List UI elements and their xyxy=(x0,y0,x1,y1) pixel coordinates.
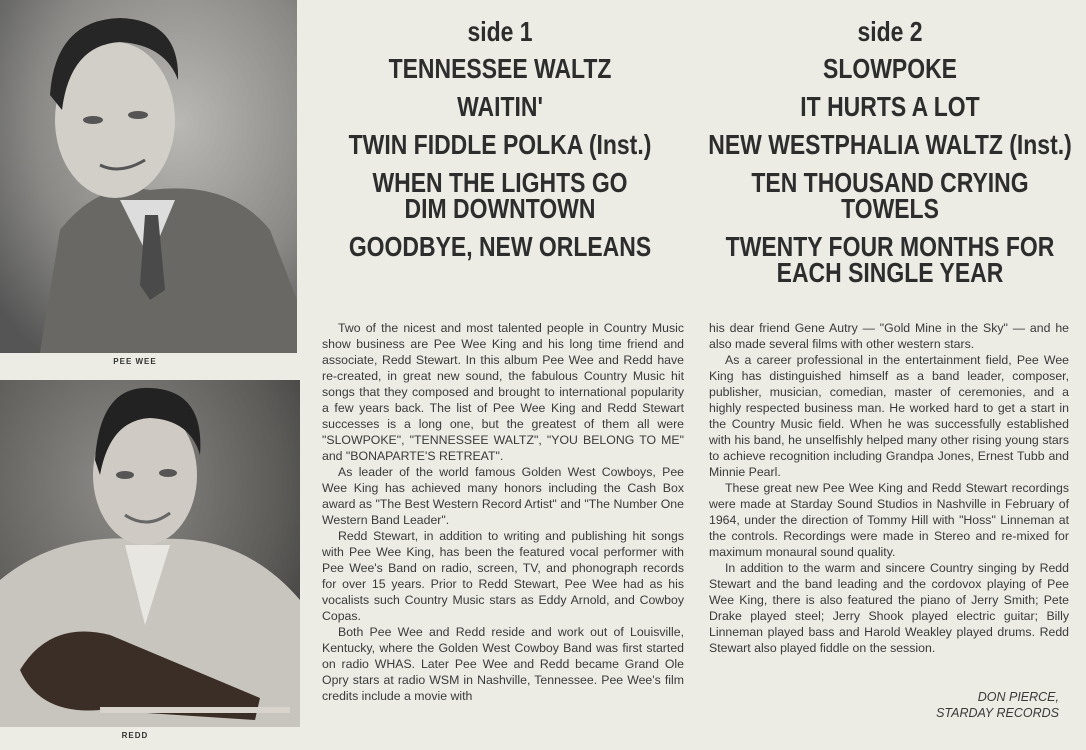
liner-notes-right-column xyxy=(709,320,1069,656)
liner-notes-paragraph: Two of the nicest and most talented people in Country Music show business are Pee Wee King and his long time friend and associate, Redd Stewart. In this album Pee Wee and Redd have re-created, in great new sound, the fabulous Country Music hit songs that they composed and brought to international popularity a few years back. The list of Pee Wee King and Redd Stewart successes is a long one, but the greatest of them all were "SLOWPOKE", "TENNESSEE WALTZ", "YOU BELONG TO ME" and "BONAPARTE'S RETREAT". xyxy=(322,321,684,463)
track-title: TWENTY FOUR MONTHS FOR EACH SINGLE YEAR xyxy=(725,231,1055,288)
track-title: TEN THOUSAND CRYING TOWELS xyxy=(751,167,1029,224)
side-1-heading: side 1 xyxy=(467,16,533,47)
redd-photo xyxy=(0,380,300,727)
liner-notes-paragraph: Both Pee Wee and Redd reside and work out of Louisville, Kentucky, where the Golden West Cowboy Band was first started on radio WHAS. Later Pee Wee and Redd became Grand Ole Opry stars at radio WSM in Nashville, Tennessee. Pee Wee's film credits include a movie with xyxy=(322,625,684,703)
track-title: IT HURTS A LOT xyxy=(800,91,980,122)
liner-notes-paragraph: Redd Stewart, in addition to writing and publishing hit songs with Pee Wee King, has been the featured vocal performer with Pee Wee's Band on radio, screen, TV, and phonograph records for over 15 years. Prior to Redd Stewart, Pee Wee had as his vocalists such Country Music stars as Eddy Arnold, and Cowboy Copas. xyxy=(322,529,684,623)
track-title: GOODBYE, NEW ORLEANS xyxy=(348,231,652,262)
track-title: WAITIN' xyxy=(457,91,543,122)
track-title: SLOWPOKE xyxy=(823,53,957,84)
pee-wee-caption: PEE WEE xyxy=(113,357,157,366)
liner-notes-paragraph: These great new Pee Wee King and Redd Stewart recordings were made at Starday Sound Studios in Nashville in February of 1964, under the direction of Tommy Hill with "Hoss" Linneman at the controls. Recordings were made in Stereo and re-mixed for maximum monaural sound quality. xyxy=(709,481,1069,559)
liner-notes-paragraph: his dear friend Gene Autry — "Gold Mine in the Sky" — and he also made several films with other western stars. xyxy=(709,321,1069,351)
liner-notes-paragraph: In addition to the warm and sincere Country singing by Redd Stewart and the band leading and the cordovox playing of Pee Wee King, there is also featured the piano of Jerry Smith; Pete Drake played steel; Jerry Shook played electric guitar; Billy Linneman played bass and Harold Weakley played drums. Redd Stewart also played fiddle on the session. xyxy=(709,561,1069,655)
track-title: TWIN FIDDLE POLKA (Inst.) xyxy=(348,129,652,160)
liner-notes-left-column xyxy=(322,320,684,704)
liner-notes-paragraph: As leader of the world famous Golden West Cowboys, Pee Wee King has achieved many honors including the Cash Box award as "The Best Western Record Artist" and "The Number One Western Band Leader". xyxy=(322,465,684,527)
track-title: TENNESSEE WALTZ xyxy=(388,53,612,84)
signature-label: STARDAY RECORDS xyxy=(936,706,1059,720)
side-1-tracklist xyxy=(320,18,681,272)
redd-caption: REDD xyxy=(121,731,149,740)
portrait-illustration xyxy=(0,0,297,353)
track-title: WHEN THE LIGHTS GO DIM DOWNTOWN xyxy=(372,167,628,224)
track-title: NEW WESTPHALIA WALTZ (Inst.) xyxy=(708,129,1072,160)
side-2-tracklist xyxy=(701,18,1078,298)
pee-wee-photo xyxy=(0,0,297,353)
signature-name: DON PIERCE, xyxy=(977,690,1059,704)
portrait-illustration xyxy=(0,380,300,727)
side-2-heading: side 2 xyxy=(857,16,923,47)
liner-notes-paragraph: As a career professional in the entertainment field, Pee Wee King has distinguished himself as a band leader, composer, publisher, musician, comedian, master of ceremonies, and a highly respected business man. He worked hard to get a start in the Country Music field. When he was successfully established with his band, he unselfishly helped many other rising young stars to achieve recognition including Grandpa Jones, Ernest Tubb and Minnie Pearl. xyxy=(709,353,1069,479)
